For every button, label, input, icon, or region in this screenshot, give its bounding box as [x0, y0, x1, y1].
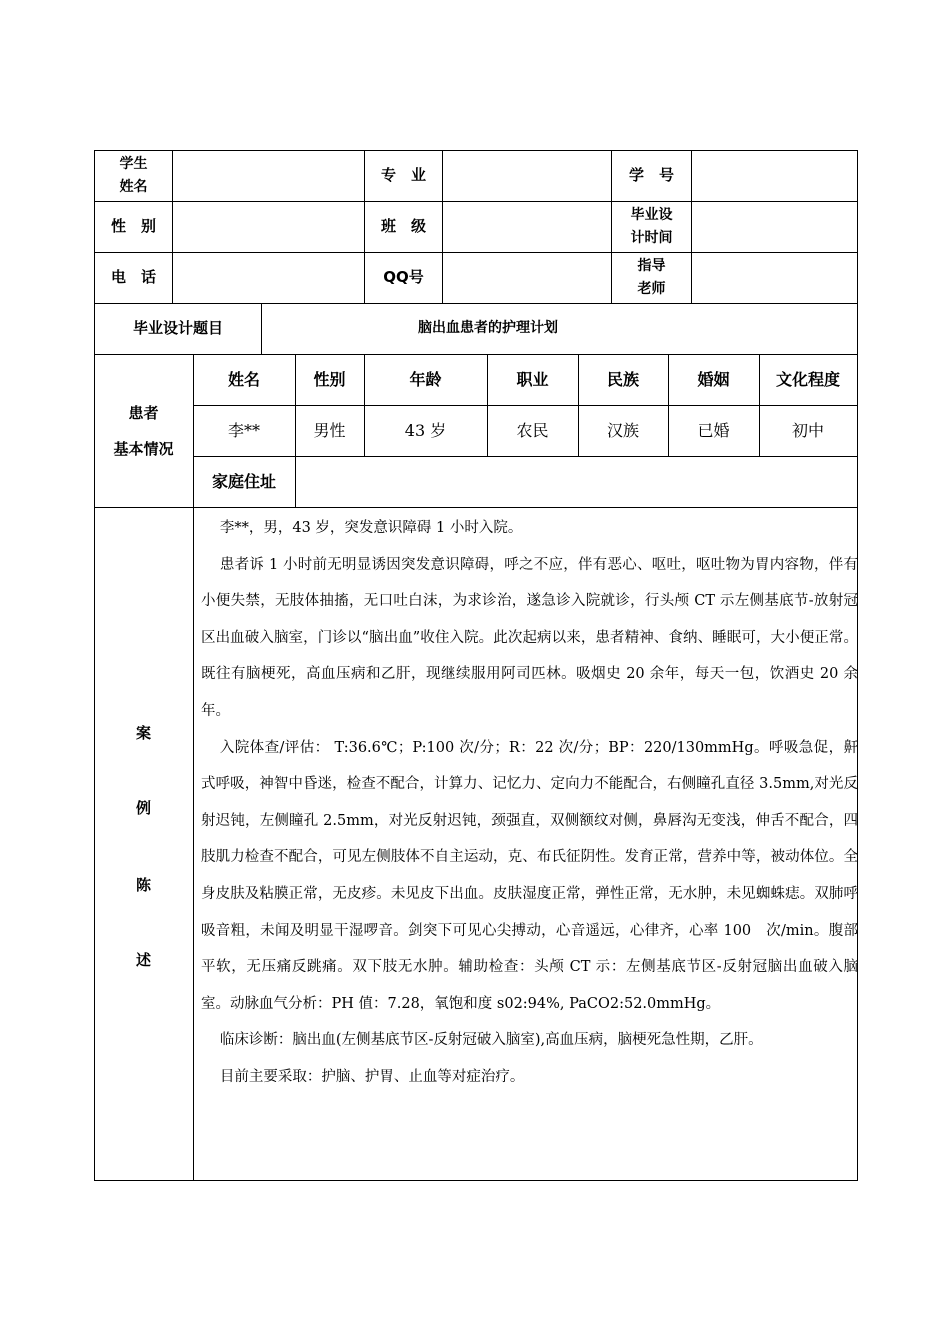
- patient-ethnicity-value: 汉族: [606, 421, 639, 440]
- grid-line: [94, 1180, 858, 1181]
- grid-line: [94, 201, 858, 202]
- patient-gender-value: 男性: [313, 421, 346, 440]
- patient-col-ethnicity: 民族: [606, 370, 639, 389]
- grid-line: [94, 150, 858, 151]
- patient-col-education: 文化程度: [775, 370, 840, 389]
- patient-name-value: 李**: [227, 421, 260, 440]
- gender-label: 性 别: [110, 217, 156, 235]
- case-paragraph-diagnosis: 临床诊断：脑出血(左侧基底节区-反射冠破入脑室),高血压病，脑梗死急性期，乙肝。: [219, 1032, 763, 1049]
- design-topic-value: 脑出血患者的护理计划: [418, 320, 558, 336]
- patient-col-occupation: 职业: [516, 370, 549, 389]
- case-narrative: [201, 510, 858, 1170]
- address-label: 家庭住址: [211, 472, 276, 491]
- case-description-label: 案 例 陈 述: [135, 724, 151, 969]
- grid-line: [94, 252, 858, 253]
- qq-label: QQ号: [383, 268, 424, 286]
- patient-info-label: 患者 基本情况: [113, 403, 174, 458]
- case-paragraph-treatment: 目前主要采取：护脑、护胃、止血等对症治疗。: [219, 1068, 525, 1085]
- grid-line: [295, 456, 296, 507]
- phone-label: 电 话: [110, 268, 156, 286]
- patient-education-value: 初中: [791, 421, 824, 440]
- case-paragraph-history: 患者诉 1 小时前无明显诱因突发意识障碍，呼之不应，伴有恶心、呕吐，呕吐物为胃内容物，伴有小便失禁，无肢体抽搐，无口吐白沫，为求诊治，遂急诊入院就诊，行头颅 CT 示左侧基底节-放射冠区出血破入脑室，门诊以“脑出血”收住入院。此次起病以来，患者精神、食纳、睡眠可，大小便正常。既往有脑梗死，高血压病和乙肝，现继续服用阿司匹林。吸烟史 20 余年，每天一包，饮酒史 20 余年。: [201, 556, 858, 719]
- grid-line: [94, 507, 858, 508]
- case-paragraph-summary: 李**，男，43 岁，突发意识障碍 1 小时入院。: [219, 520, 523, 536]
- student-name-label: 学生 姓名: [119, 155, 148, 195]
- patient-marital-value: 已婚: [697, 421, 730, 440]
- patient-col-age: 年龄: [409, 370, 442, 389]
- advisor-label: 指导 老师: [637, 257, 666, 297]
- design-time-label: 毕业设 计时间: [630, 206, 673, 246]
- patient-col-name: 姓名: [227, 370, 260, 389]
- major-label: 专 业: [380, 166, 426, 184]
- patient-occupation-value: 农民: [516, 421, 549, 440]
- class-label: 班 级: [380, 217, 426, 235]
- case-paragraph-exam: 入院体查/评估： T:36.6℃；P:100 次/分；R：22 次/分；BP：220/130mmHg。呼吸急促，鼾式呼吸，神智中昏迷，检查不配合，计算力、记忆力、定向力不能配合，右侧瞳孔直径 3.5mm,对光反射迟钝，左侧瞳孔 2.5mm，对光反射迟钝，颈强直，双侧额纹对侧，鼻唇沟无变浅，伸舌不配合，四肢肌力检查不配合，可见左侧肢体不自主运动，克、布氏征阴性。发育正常，营养中等，被动体位。全身皮肤及粘膜正常，无皮疹。未见皮下出血。皮肤湿度正常，弹性正常，无水肿，未见蜘蛛痣。双肺呼吸音粗，未闻及明显干湿啰音。剑突下可见心尖搏动，心音遥远，心律齐，心率 100 次/min。腹部平软，无压痛反跳痛。双下肢无水肿。辅助检查：头颅 CT 示：左侧基底节区-反射冠脑出血破入脑室。动脉血气分析：PH 值：7.28，氧饱和度 s02:94%, PaCO2:52.0mmHg。: [201, 739, 858, 1012]
- patient-age-value: 43 岁: [404, 421, 447, 440]
- patient-col-gender: 性别: [313, 370, 346, 389]
- patient-col-marital: 婚姻: [697, 370, 730, 389]
- student-id-label: 学 号: [628, 166, 674, 184]
- design-topic-label: 毕业设计题目: [132, 319, 223, 337]
